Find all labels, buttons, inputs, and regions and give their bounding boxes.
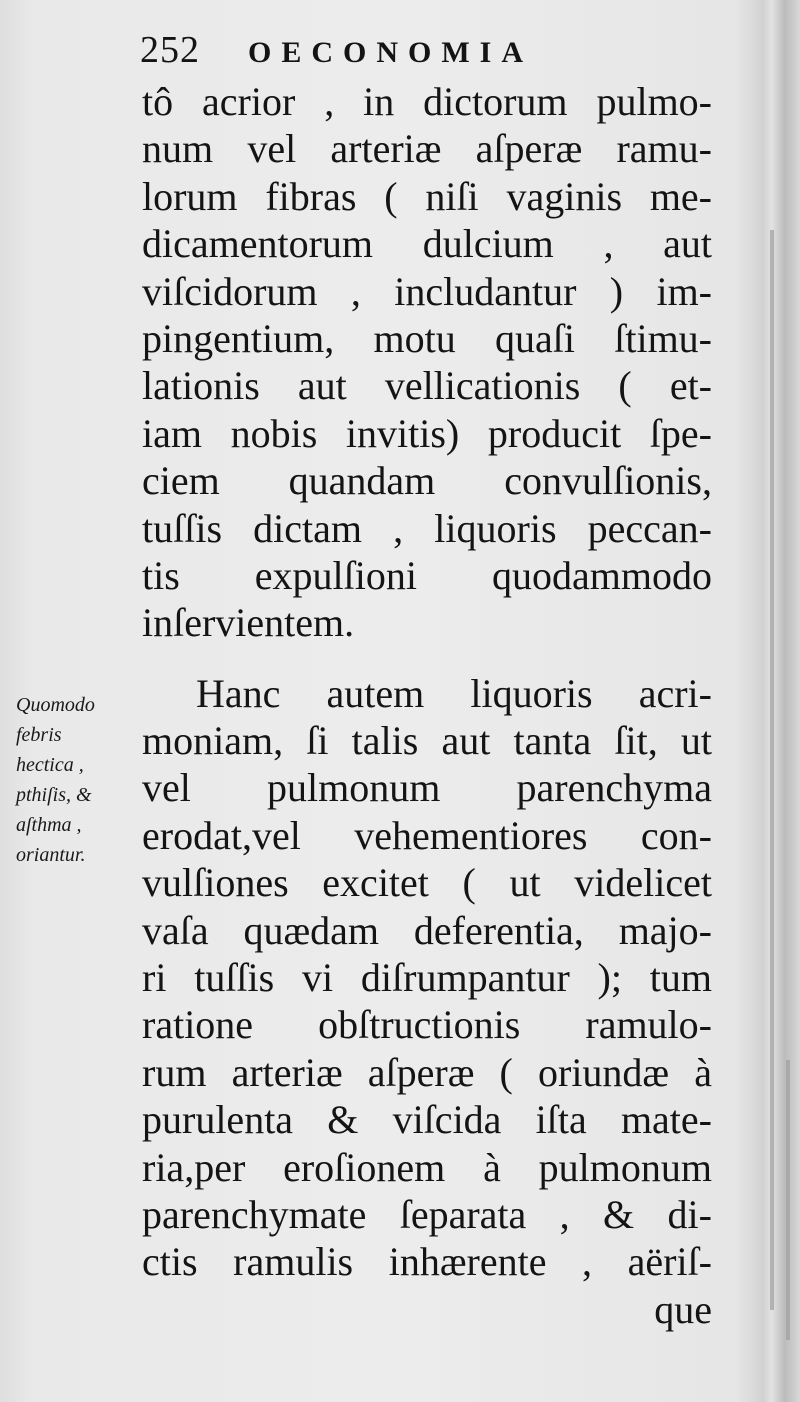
text-line: pingentium, motu quaſi ſtimu- [142,315,712,361]
marginal-line: hectica , [16,754,84,776]
book-spine-shadow [762,0,800,1402]
text-line: lorum fibras ( niſi vaginis me- [142,173,712,219]
text-line: ri tuſſis vi diſrumpantur ); tum [142,955,712,1001]
main-text [142,78,712,1333]
text-line: purulenta & viſcida iſta mate- [142,1097,712,1143]
text-line: dicamentorum dulcium , aut [142,221,712,267]
text-line: tuſſis dictam , liquoris peccan- [142,505,712,551]
text-line: tis expulſioni quodammodo [142,552,712,598]
running-title: OECONOMIA [248,36,533,69]
marginal-note [16,690,134,870]
paragraph-1 [142,78,712,647]
text-line: vaſa quædam deferentia, majo- [142,907,712,953]
text-line: erodat,vel vehementiores con- [142,812,712,858]
text-line: ctis ramulis inhærente , aëriſ- [142,1239,712,1285]
marginal-line: oriantur. [16,844,86,866]
text-line: ria,per eroſionem à pulmonum [142,1144,712,1190]
text-line: Hanc autem liquoris acri- [196,670,712,716]
paragraph-2 [142,670,712,1333]
spine-crease [770,230,774,1310]
spine-crease-lower [786,1060,790,1340]
text-line: ratione obſtructionis ramulo- [142,1002,712,1048]
page-number: 252 [140,29,200,71]
marginal-line: Quomodo [16,694,95,716]
text-line: rum arteriæ aſperæ ( oriundæ à [142,1049,712,1095]
text-line: ciem quandam convulſionis, [142,458,712,504]
text-line: vulſiones excitet ( ut videlicet [142,860,712,906]
text-line: vel pulmonum parenchyma [142,765,712,811]
paragraph-gap [142,647,712,670]
marginal-line: febris [16,724,62,746]
marginal-line: aſthma , [16,814,82,836]
text-line: lationis aut vellicationis ( et- [142,363,712,409]
text-line: viſcidorum , includantur ) im- [142,268,712,314]
text-line: num vel arteriæ aſperæ ramu- [142,126,712,172]
text-line: moniam, ſi talis aut tanta ſit, ut [142,718,712,764]
catchword: que [654,1286,712,1332]
text-line: inſervientem. [142,600,355,646]
marginal-line: pthiſis, & [16,784,92,806]
text-line: parenchymate ſeparata , & di- [142,1191,712,1237]
text-line: iam nobis invitis) producit ſpe- [142,410,712,456]
running-head [140,26,533,77]
text-line: tô acrior , in dictorum pulmo- [142,79,712,124]
